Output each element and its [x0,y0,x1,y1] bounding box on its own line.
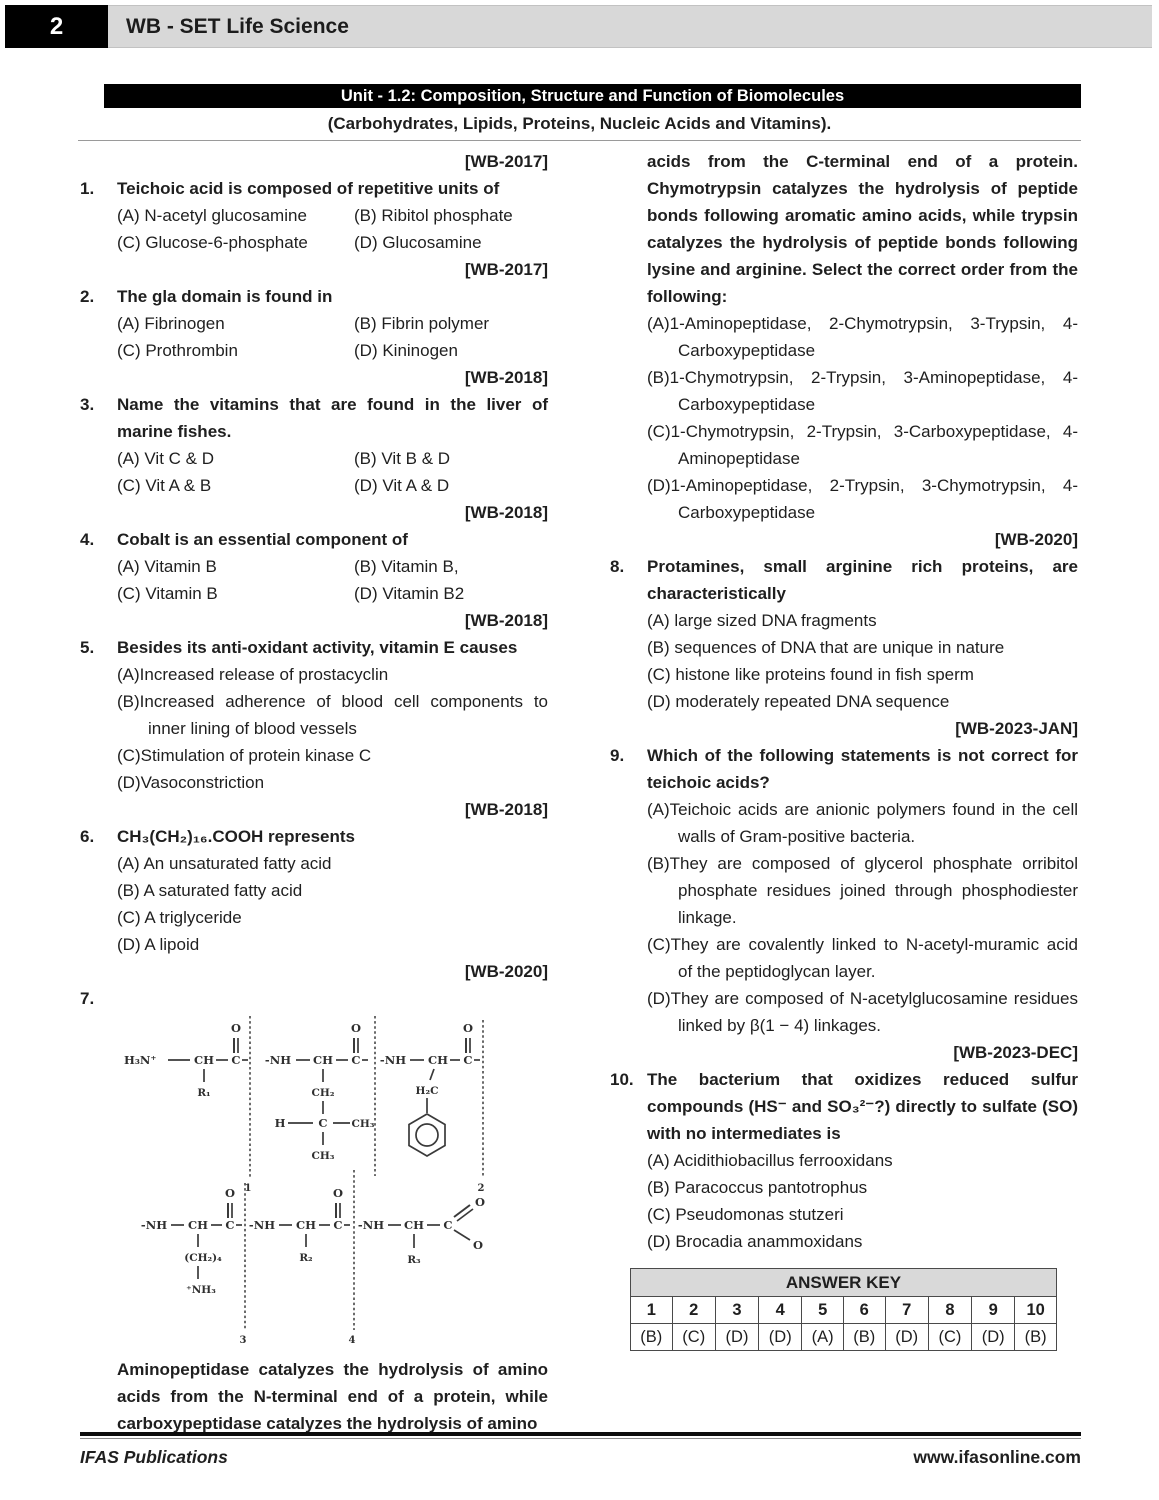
answer-key-number-cell: 10 [1015,1297,1057,1324]
option: (D) A lipoid [117,935,200,954]
atom-label: H [274,1116,286,1130]
answer-key-answer-cell: (B) [843,1324,885,1351]
atom-label: R₁ [197,1087,211,1099]
question-number: 7. [80,989,95,1008]
options-q9 [647,796,1078,1039]
atom-label: ⁺NH₃ [186,1284,216,1296]
answer-key-answer-cell: (C) [928,1324,971,1351]
atom-label: C [225,1218,235,1232]
option: (B)They are composed of glycerol phosphate orribitol phosphate residues joined through phosphodiester linkage. [647,854,1078,927]
exam-tag: [WB-2017] [464,152,548,171]
option: (C)They are covalently linked to N-acetyl-muramic acid of the peptidoglycan layer. [647,935,1078,981]
atom-label: -NH [248,1218,276,1232]
options-q1 [117,202,548,256]
atom-label: O [472,1238,484,1252]
option: (C) histone like proteins found in fish sperm [647,665,974,684]
option: (C) Vit A & B [117,476,212,495]
question-number: 3. [80,395,95,414]
bond-number-label: 3 [239,1335,247,1346]
option: (D) Kininogen [354,341,458,360]
answer-key-number-cell: 2 [672,1297,715,1324]
option: (A) Vit C & D [117,449,214,468]
page-footer [80,1444,1081,1471]
option: (D) Brocadia anammoxidans [647,1232,863,1251]
atom-label: CH [193,1053,215,1067]
atom-label: C [318,1116,328,1130]
question-number: 6. [80,827,95,846]
atom-label: O [224,1186,236,1200]
options-q2 [117,310,548,364]
question-5 [80,634,548,661]
answer-key-number-cell: 3 [715,1297,758,1324]
atom-label: CH [295,1218,317,1232]
option: (C) Vitamin B [117,584,218,603]
question-2 [80,283,548,310]
atom-label: O [350,1021,362,1035]
page-number: 2 [5,5,108,48]
atom-label: CH₂ [311,1087,335,1099]
option: (B) Paracoccus pantotrophus [647,1178,868,1197]
options-q5 [117,661,548,796]
options-q7 [647,310,1078,526]
atom-label: O [462,1021,474,1035]
atom-label: C [351,1053,361,1067]
option: (A)Increased release of prostacyclin [117,665,389,684]
option: (D)1-Aminopeptidase, 2-Trypsin, 3-Chymotrypsin, 4-Carboxypeptidase [647,476,1078,522]
atom-label: C [463,1053,473,1067]
question-text: The gla domain is found in [117,287,333,306]
answer-key-number-cell: 8 [928,1297,971,1324]
question-text: Name the vitamins that are found in the liver of marine fishes. [117,395,548,441]
options-q4 [117,553,548,607]
option: (D) Vitamin B2 [354,584,465,603]
question-9 [610,742,1078,796]
exam-tag: [WB-2017] [464,260,548,279]
option: (B) sequences of DNA that are unique in nature [647,638,1005,657]
question-number: 1. [80,179,95,198]
option: (C) A triglyceride [117,908,242,927]
exam-tag: [WB-2018] [464,800,548,819]
atom-label: CH [403,1218,425,1232]
question-number: 4. [80,530,95,549]
answer-key-title: ANSWER KEY [631,1269,1057,1297]
option: (A)1-Aminopeptidase, 2-Chymotrypsin, 3-Trypsin, 4-Carboxypeptidase [647,314,1078,360]
question-text: Besides its anti-oxidant activity, vitamin E causes [117,638,518,657]
option: (D) Vit A & D [354,476,450,495]
atom-label: -NH [140,1218,168,1232]
exam-tag: [WB-2023-JAN] [955,719,1078,738]
exam-tag: [WB-2018] [464,611,548,630]
atom-label: R₃ [407,1254,421,1266]
unit-subtitle: (Carbohydrates, Lipids, Proteins, Nucleic Acids and Vitamins). [327,114,832,133]
atom-label: -NH [379,1053,407,1067]
answer-key-number-cell: 1 [631,1297,673,1324]
right-column [610,148,1078,1437]
question-6 [80,823,548,850]
option: (A) Acidithiobacillus ferrooxidans [647,1151,893,1170]
atom-label: H₃N⁺ [124,1053,157,1067]
options-q6 [117,850,548,958]
question-number: 8. [610,557,625,576]
option: (A) Fibrinogen [117,314,225,333]
answer-key-answer-cell: (C) [672,1324,715,1351]
question-number: 9. [610,746,625,765]
answer-key-number-cell: 4 [759,1297,802,1324]
answer-key-answer-cell: (D) [759,1324,802,1351]
atom-label: CH [187,1218,209,1232]
answer-key-number-cell: 9 [972,1297,1015,1324]
option: (B)1-Chymotrypsin, 2-Trypsin, 3-Aminopeptidase, 4-Carboxypeptidase [647,368,1078,414]
answer-key-table [630,1268,1057,1351]
question-number: 5. [80,638,95,657]
subtitle-rule [78,140,1081,141]
benzene-ring [409,1114,445,1156]
left-column [80,148,548,1437]
question-text: The bacterium that oxidizes reduced sulfur compounds (HS⁻ and SO₃²⁻?) directly to sulfate (SO) with no intermediates is [647,1070,1078,1143]
answer-key-number-cell: 5 [802,1297,844,1324]
atom-label: O [474,1195,486,1209]
question-4 [80,526,548,553]
option: (A) An unsaturated fatty acid [117,854,332,873]
question-text: CH₃(CH₂)₁₆.COOH represents [117,827,355,846]
chem-structure-figure [116,1008,548,1356]
question-text: Protamines, small arginine rich proteins, are characteristically [647,557,1078,603]
option: (C)Stimulation of protein kinase C [117,746,372,765]
bond-number-label: 4 [348,1335,356,1346]
option: (B)Increased adherence of blood cell components to inner lining of blood vessels [117,692,548,738]
atom-label: (CH₂)₄ [184,1252,222,1264]
question-text: Cobalt is an essential component of [117,530,408,549]
footer-rule-secondary [80,1438,1081,1439]
answer-key-number-cell: 7 [885,1297,928,1324]
peptide-structure-svg [116,1008,516,1348]
exam-tag: [WB-2018] [464,503,548,522]
options-q3 [117,445,548,499]
question-3 [80,391,548,445]
question-number: 10. [610,1070,634,1089]
question-10 [610,1066,1078,1147]
answer-key-number-cell: 6 [843,1297,885,1324]
question-8 [610,553,1078,607]
content-columns [80,148,1078,1437]
atom-label: CH₃ [351,1118,375,1130]
option: (D)Vasoconstriction [117,773,265,792]
exam-tag: [WB-2020] [464,962,548,981]
exam-tag: [WB-2023-DEC] [953,1043,1078,1062]
option: (A) N-acetyl glucosamine [117,206,307,225]
option: (C) Pseudomonas stutzeri [647,1205,844,1224]
atom-label: CH [427,1053,449,1067]
option: (B) Vit B & D [354,449,451,468]
answer-key-answer-cell: (D) [972,1324,1015,1351]
answer-key-answer-cell: (D) [715,1324,758,1351]
option: (B) Fibrin polymer [354,314,490,333]
atom-label: C [333,1218,343,1232]
answer-key-answer-cell: (B) [631,1324,673,1351]
question-1 [80,175,548,202]
option: (A) large sized DNA fragments [647,611,877,630]
website-url: www.ifasonline.com [913,1447,1081,1467]
footer-rule [80,1432,1081,1436]
atom-label: O [230,1021,242,1035]
page-header [5,5,1152,48]
question-number: 2. [80,287,95,306]
atom-label: CH₃ [311,1150,335,1162]
option: (B) A saturated fatty acid [117,881,303,900]
option: (C)1-Chymotrypsin, 2-Trypsin, 3-Carboxypeptidase, 4-Aminopeptidase [647,422,1078,468]
bond-number-label: 1 [244,1183,252,1194]
atom-label: O [332,1186,344,1200]
option: (D) Glucosamine [354,233,482,252]
exam-tag: [WB-2018] [464,368,548,387]
publisher-name: IFAS Publications [80,1447,228,1467]
answer-key-answer-cell: (B) [1015,1324,1057,1351]
option: (D) moderately repeated DNA sequence [647,692,950,711]
atom-label: C [443,1218,453,1232]
option: (D)They are composed of N-acetylglucosamine residues linked by β(1 − 4) linkages. [647,989,1078,1035]
options-q8 [647,607,1078,715]
atom-label: -NH [264,1053,292,1067]
atom-label: R₂ [299,1252,313,1264]
question-text: Which of the following statements is not correct for teichoic acids? [647,746,1078,792]
question-text: Teichoic acid is composed of repetitive units of [117,179,500,198]
unit-title-bar: Unit - 1.2: Composition, Structure and Function of Biomolecules [104,84,1081,108]
exam-tag: [WB-2020] [994,530,1078,549]
options-q10 [647,1147,1078,1255]
answer-key-answer-cell: (A) [802,1324,844,1351]
option: (C) Prothrombin [117,341,238,360]
option: (A) Vitamin B [117,557,217,576]
option: (B) Vitamin B, [354,557,459,576]
atom-label: H₂C [415,1085,439,1097]
option: (A)Teichoic acids are anionic polymers found in the cell walls of Gram-positive bacteria. [647,800,1078,846]
atom-label: C [231,1053,241,1067]
bond-number-label: 2 [477,1183,485,1194]
option: (B) Ribitol phosphate [354,206,513,225]
question-7-note: Aminopeptidase catalyzes the hydrolysis of amino acids from the N-terminal end of a protein, while carboxypeptidase catalyzes the hydrolysis of amino [117,1360,548,1433]
atom-label: CH [312,1053,334,1067]
atom-label: -NH [357,1218,385,1232]
book-title: WB - SET Life Science [108,5,1152,48]
answer-key-answer-cell: (D) [885,1324,928,1351]
question-7-continuation: acids from the C-terminal end of a protein. Chymotrypsin catalyzes the hydrolysis of peptide bonds following aromatic amino acids, while trypsin catalyzes the hydrolysis of peptide bonds following lysine and arginine. Select the correct order from the following: [647,152,1078,306]
option: (C) Glucose-6-phosphate [117,233,308,252]
answer-key [630,1268,1057,1351]
